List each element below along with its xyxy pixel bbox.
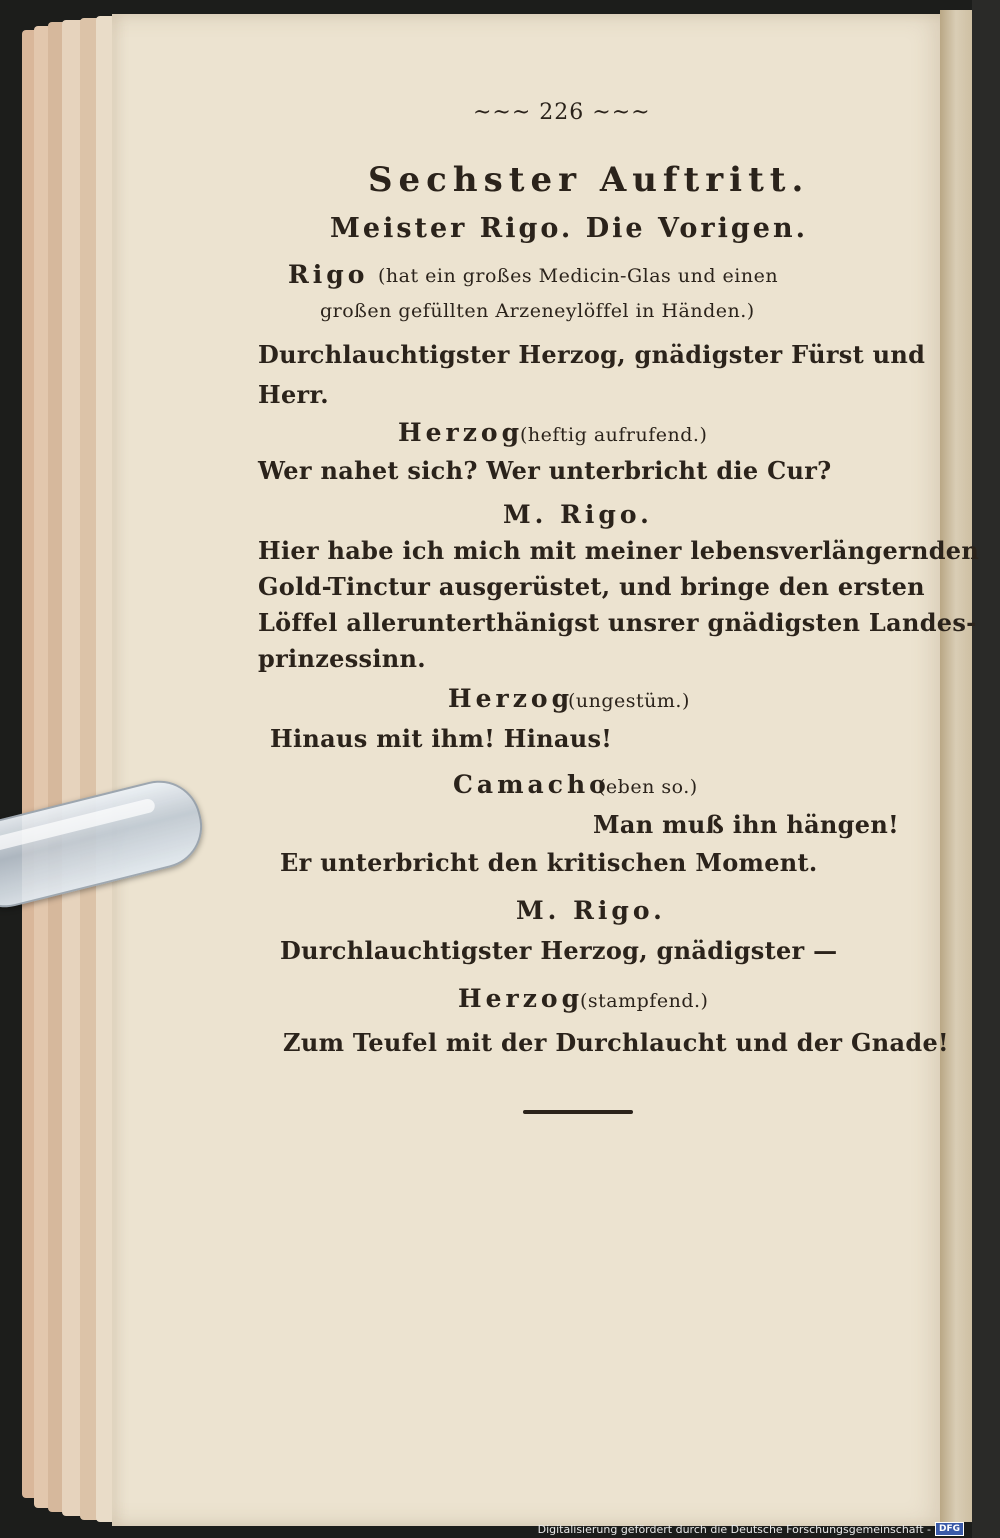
dialogue-line: Löffel allerunterthänigst unsrer gnädigsten Landes- — [258, 608, 977, 637]
dialogue-line: prinzessinn. — [258, 644, 426, 673]
dialogue-line: Durchlauchtigster Herzog, gnädigster — — [280, 936, 838, 965]
scene-heading: Sechster Auftritt. — [368, 160, 810, 200]
stage-direction: (eben so.) — [598, 776, 698, 798]
speaker-name: Herzog — [458, 984, 584, 1013]
speaker-name: M. Rigo. — [503, 500, 653, 529]
cast-list: Meister Rigo. Die Vorigen. — [330, 213, 809, 244]
speaker-name: Herzog — [398, 418, 524, 447]
speaker-name: Herzog — [448, 684, 574, 713]
dfg-logo-icon: DFG — [935, 1522, 964, 1536]
stage-direction: (stampfend.) — [580, 990, 709, 1012]
footer-credit: Digitalisierung gefördert durch die Deutsche Forschungsgemeinschaft - — [537, 1522, 931, 1536]
page-number: ~~~ 226 ~~~ — [473, 100, 651, 125]
dialogue-line: Zum Teufel mit der Durchlaucht und der Gnade! — [283, 1028, 949, 1057]
stage-direction: (heftig aufrufend.) — [520, 424, 708, 446]
stage-direction: (ungestüm.) — [568, 690, 690, 712]
speaker-name: Camacho — [453, 770, 610, 799]
stage-direction: (hat ein großes Medicin-Glas und einen — [378, 265, 779, 287]
scan-border — [972, 0, 1000, 1538]
dialogue-line: Wer nahet sich? Wer unterbricht die Cur? — [258, 456, 832, 485]
dialogue-line: Gold-Tinctur ausgerüstet, und bringe den ersten — [258, 572, 925, 601]
dialogue-line: Hinaus mit ihm! Hinaus! — [270, 724, 613, 753]
digitization-footer — [538, 1522, 964, 1536]
stage-direction: großen gefüllten Arzeneylöffel in Händen.) — [320, 300, 755, 322]
dialogue-line: Er unterbricht den kritischen Moment. — [280, 848, 818, 877]
closing-rule — [523, 1110, 633, 1114]
dialogue-line: Man muß ihn hängen! — [593, 810, 899, 839]
dialogue-line: Hier habe ich mich mit meiner lebensverlängernden — [258, 536, 980, 565]
dialogue-line: Herr. — [258, 380, 329, 409]
dialogue-line: Durchlauchtigster Herzog, gnädigster Fürst und — [258, 340, 926, 369]
speaker-name: Rigo — [288, 260, 369, 289]
speaker-name: M. Rigo. — [516, 896, 666, 925]
